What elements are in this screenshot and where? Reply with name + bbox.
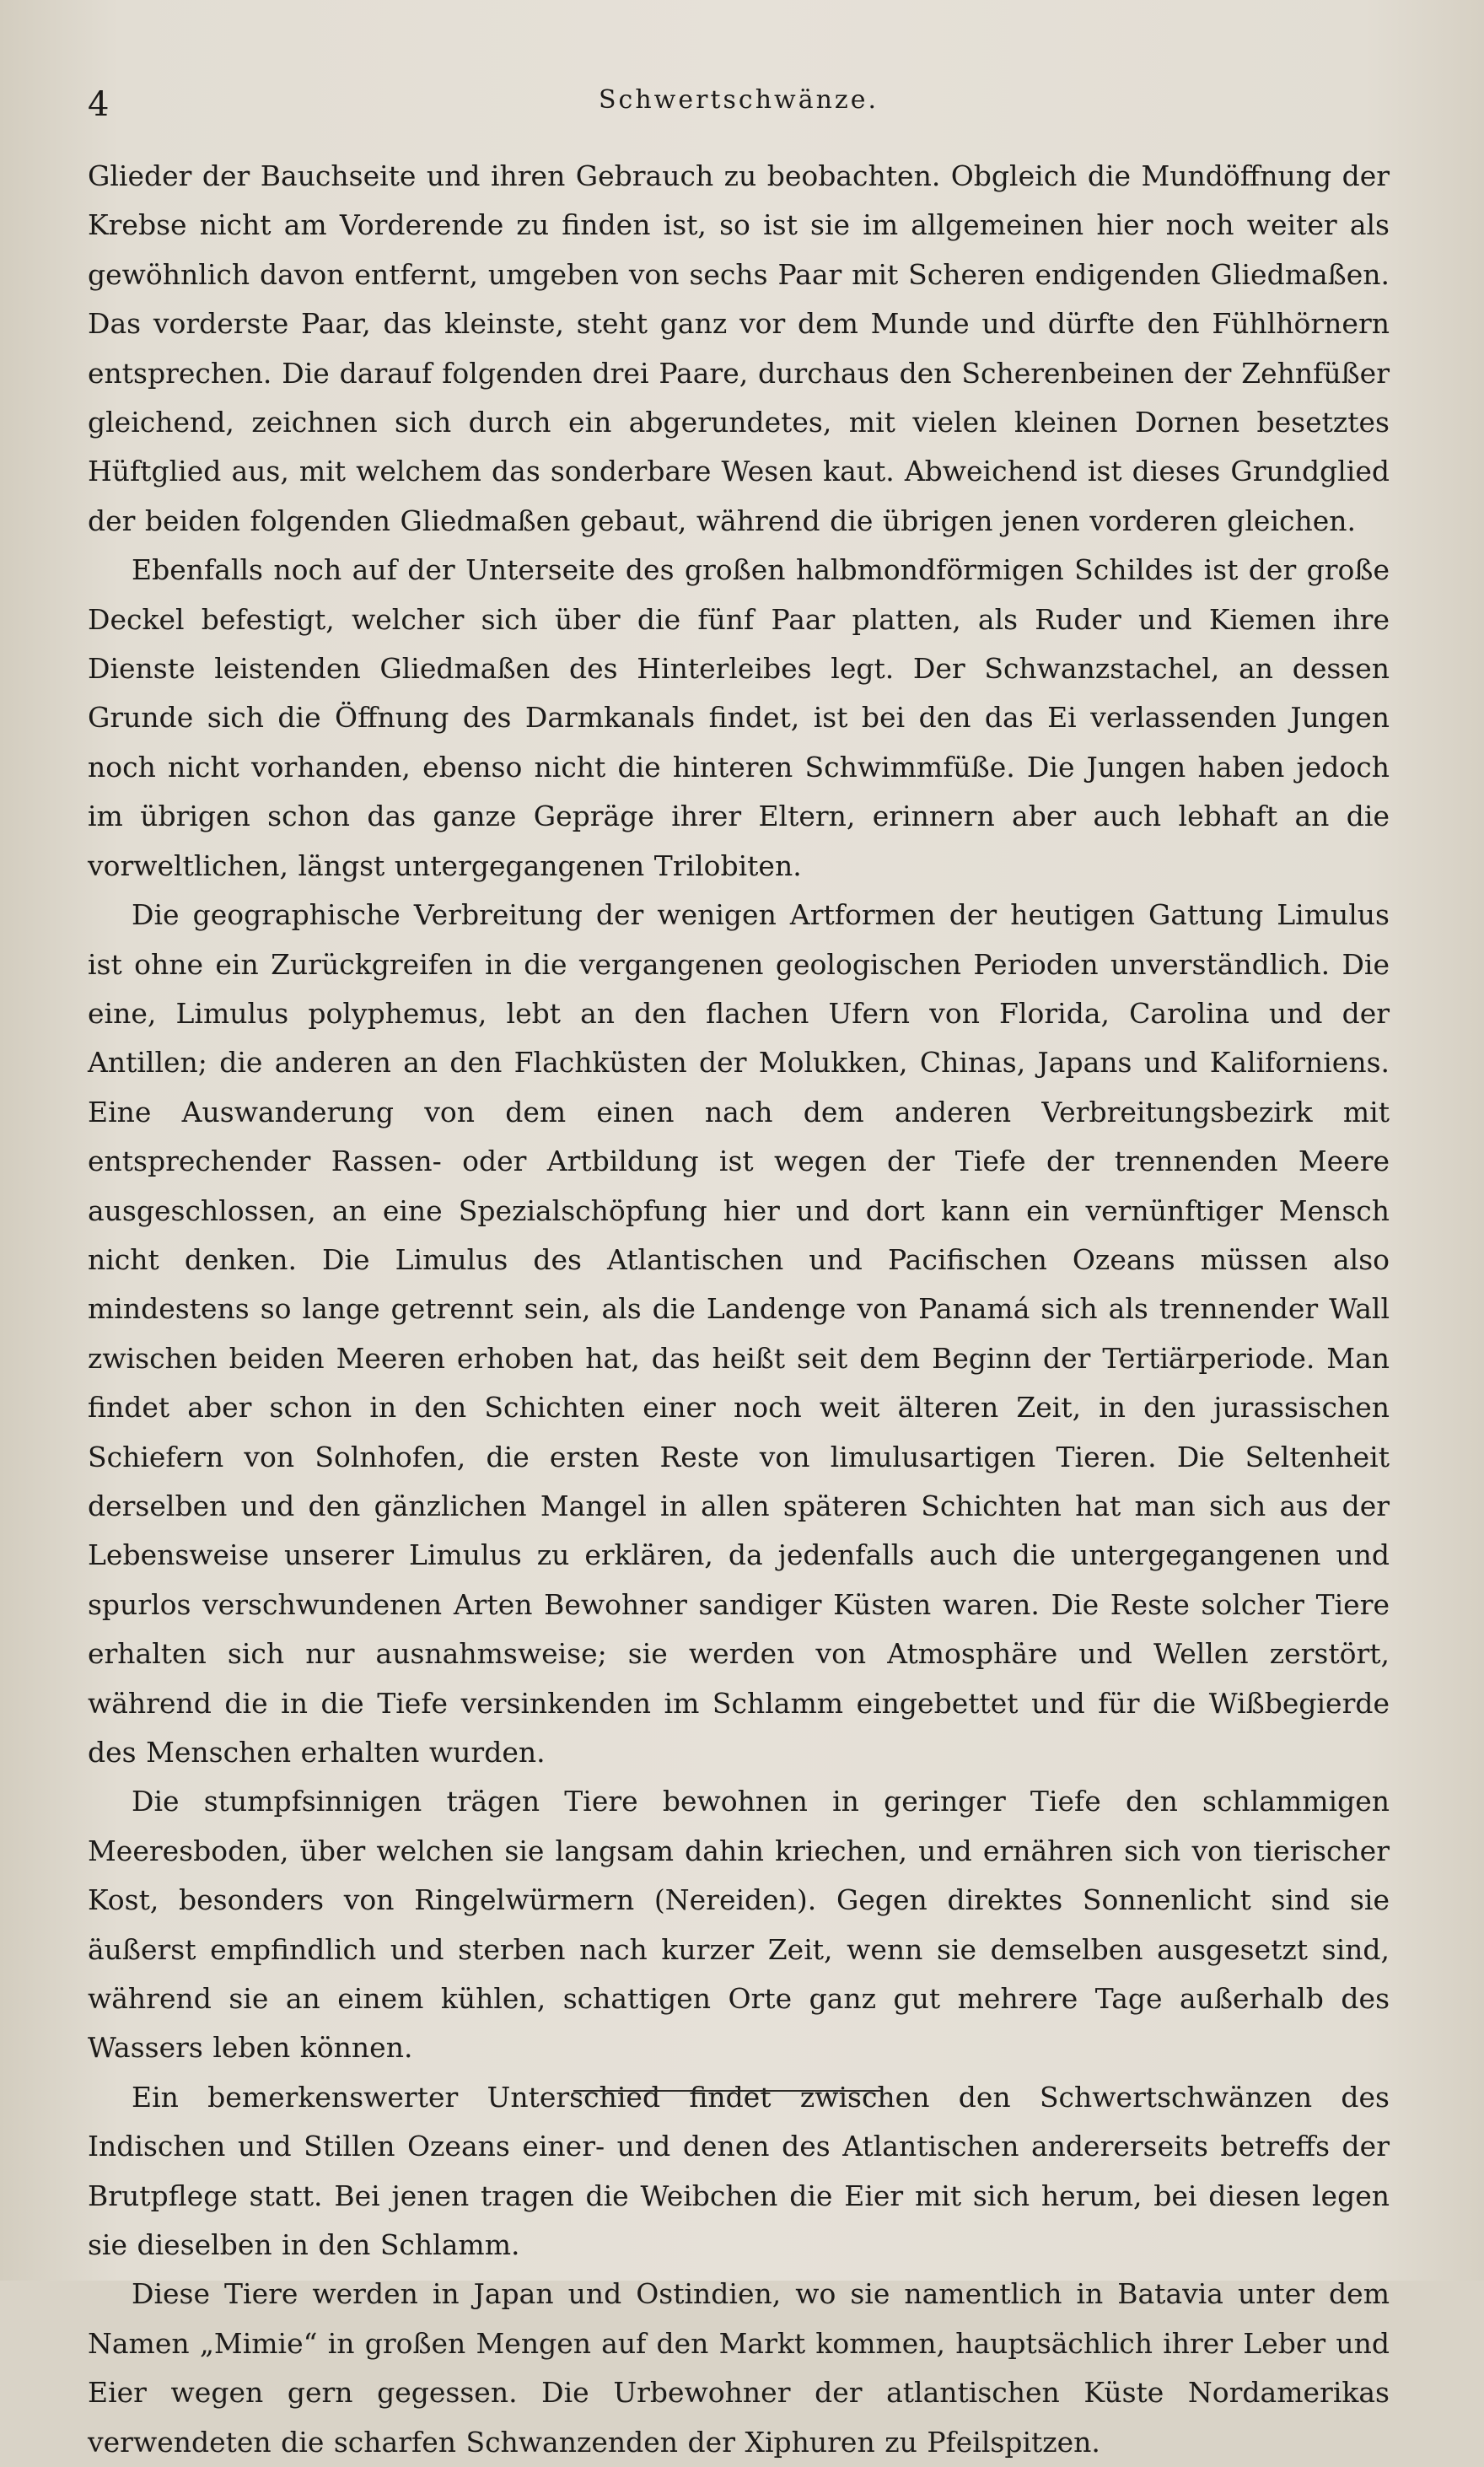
paragraph-gliedmassen: Glieder der Bauchseite und ihren Gebrauch zu beobachten. Obgleich die Mundöffnung der Krebse nicht am Vorderende zu finden ist, so ist sie im allgemeinen hier noch weiter als gewöhnlich davon entfernt, umgeben von sechs Paar mit Scheren endigenden Gliedmaßen. Das vorderste Paar, das kleinste, steht ganz vor dem Munde und dürfte den Fühlhörnern entsprechen. Die darauf folgenden drei Paare, durchaus den Scherenbeinen der Zehnfüßer gleichend, zeichnen sich durch ein abgerundetes, mit vielen kleinen Dornen besetztes Hüftglied aus, mit welchem das sonderbare Wesen kaut. Abweichend ist dieses Grundglied der beiden folgenden Gliedmaßen gebaut, während die übrigen jenen vorderen gleichen. bbox=[88, 159, 1390, 537]
paragraph-nutzung: Diese Tiere werden in Japan und Ostindien, wo sie namentlich in Batavia unter dem Namen „Mimie“ in großen Mengen auf den Markt kommen, hauptsächlich ihrer Leber und Eier wegen gern gegessen. Die Urbewohner der atlantischen Küste Nordamerikas verwendeten die scharfen Schwanzenden der Xiphuren zu Pfeilspitzen. bbox=[88, 2277, 1390, 2459]
paragraph-lebensweise: Die stumpfsinnigen trägen Tiere bewohnen in geringer Tiefe den schlammigen Meeresboden, über welchen sie langsam dahin kriechen, und ernähren sich von tierischer Kost, besonders von Ringelwürmern (Nereiden). Gegen direktes Sonnenlicht sind sie äußerst empfindlich und sterben nach kurzer Zeit, wenn sie demselben ausgesetzt sind, während sie an einem kühlen, schattigen Orte ganz gut mehrere Tage außerhalb des Wassers leben können. bbox=[88, 1785, 1390, 2065]
end-rule bbox=[573, 2090, 881, 2092]
page-number: 4 bbox=[88, 85, 110, 124]
page-header bbox=[0, 81, 1484, 132]
running-title: Schwertschwänze. bbox=[599, 85, 879, 115]
paragraph-verbreitung: Die geographische Verbreitung der wenigen Artformen der heutigen Gattung Limulus ist ohne ein Zurückgreifen in die vergangenen geologischen Perioden unverständlich. Die eine, Limulus polyphemus, lebt an den flachen Ufern von Florida, Carolina und der Antillen; die anderen an den Flachküsten der Molukken, Chinas, Japans und Kaliforniens. Eine Auswanderung von dem einen nach dem anderen Verbreitungsbezirk mit entsprechender Rassen- oder Artbildung ist wegen der Tiefe der trennenden Meere ausgeschlossen, an eine Spezialschöpfung hier und dort kann ein vernünftiger Mensch nicht denken. Die Limulus des Atlantischen und Pacifischen Ozeans müssen also mindestens so lange getrennt sein, als die Landenge von Panamá sich als trennender Wall zwischen beiden Meeren erhoben hat, das heißt seit dem Beginn der Tertiärperiode. Man findet aber schon in den Schichten einer noch weit älteren Zeit, in den jurassischen Schiefern von Solnhofen, die ersten Reste von limulusartigen Tieren. Die Seltenheit derselben und den gänzlichen Mangel in allen späteren Schichten hat man sich aus der Lebensweise unserer Limulus zu erklären, da jedenfalls auch die untergegangenen und spurlos verschwundenen Arten Bewohner sandiger Küsten waren. Die Reste solcher Tiere erhalten sich nur ausnahmsweise; sie werden von Atmosphäre und Wellen zerstört, während die in die Tiefe versinkenden im Schlamm eingebettet und für die Wißbegierde des Menschen erhalten wurden. bbox=[88, 898, 1390, 1769]
paragraph-deckel: Ebenfalls noch auf der Unterseite des großen halbmondförmigen Schildes ist der große Deckel befestigt, welcher sich über die fünf Paar platten, als Ruder und Kiemen ihre Dienste leistenden Gliedmaßen des Hinterleibes legt. Der Schwanzstachel, an dessen Grunde sich die Öffnung des Darmkanals findet, ist bei den das Ei verlassenden Jungen noch nicht vorhanden, ebenso nicht die hinteren Schwimmfüße. Die Jungen haben jedoch im übrigen schon das ganze Gepräge ihrer Eltern, erinnern aber auch lebhaft an die vorweltlichen, längst untergegangenen Trilobiten. bbox=[88, 553, 1390, 882]
paragraph-brutpflege: Ein bemerkenswerter Unterschied findet zwischen den Schwertschwänzen des Indischen und Stillen Ozeans einer- und denen des Atlantischen andererseits betreffs der Brutpflege statt. Bei jenen tragen die Weibchen die Eier mit sich herum, bei diesen legen sie dieselben in den Schlamm. bbox=[88, 2080, 1390, 2262]
body-text bbox=[88, 152, 1390, 2467]
